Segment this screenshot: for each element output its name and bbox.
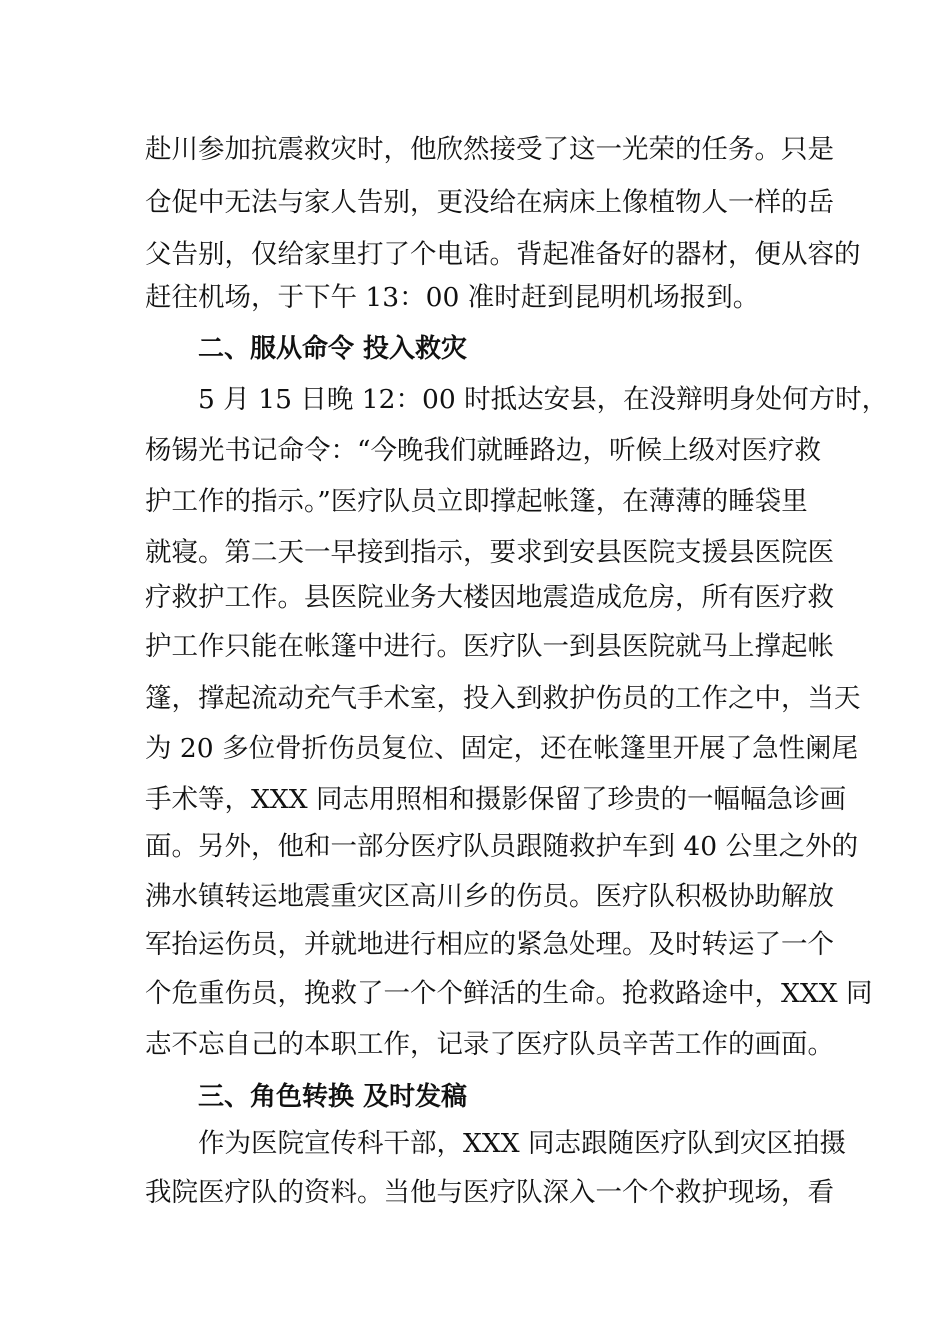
paragraph-line: 为 20 多位骨折伤员复位、固定，还在帐篷里开展了急性阑尾 bbox=[145, 733, 859, 764]
paragraph-line: 作为医院宣传科干部，XXX 同志跟随医疗队到灾区拍摄 bbox=[198, 1128, 847, 1159]
paragraph-line: 面。另外，他和一部分医疗队员跟随救护车到 40 公里之外的 bbox=[145, 831, 859, 862]
paragraph-line: 护工作的指示。”医疗队员立即撑起帐篷，在薄薄的睡袋里 bbox=[145, 486, 808, 517]
paragraph-line: 护工作只能在帐篷中进行。医疗队一到县医院就马上撑起帐 bbox=[145, 631, 834, 662]
paragraph-line: 个危重伤员，挽救了一个个鲜活的生命。抢救路途中，XXX 同 bbox=[145, 978, 873, 1009]
paragraph-line: 5 月 15 日晚 12：00 时抵达安县，在没辩明身处何方时， bbox=[198, 384, 889, 415]
paragraph-line: 篷，撑起流动充气手术室，投入到救护伤员的工作之中，当天 bbox=[145, 683, 861, 714]
paragraph-line: 疗救护工作。县医院业务大楼因地震造成危房，所有医疗救 bbox=[145, 582, 834, 613]
paragraph-line: 杨锡光书记命令：“今晚我们就睡路边，听候上级对医疗救 bbox=[145, 435, 822, 466]
paragraph-line: 仓促中无法与家人告别，更没给在病床上像植物人一样的岳 bbox=[145, 187, 834, 218]
paragraph-line: 军抬运伤员，并就地进行相应的紧急处理。及时转运了一个 bbox=[145, 929, 834, 960]
paragraph-line: 我院医疗队的资料。当他与医疗队深入一个个救护现场，看 bbox=[145, 1177, 834, 1208]
paragraph-line: 志不忘自己的本职工作，记录了医疗队员辛苦工作的画面。 bbox=[145, 1029, 834, 1060]
paragraph-line: 父告别，仅给家里打了个电话。背起准备好的器材，便从容的 bbox=[145, 239, 861, 270]
paragraph-line: 赶往机场，于下午 13：00 准时赶到昆明机场报到。 bbox=[145, 282, 760, 313]
section-heading: 二、服从命令 投入救灾 bbox=[198, 334, 468, 364]
paragraph-line: 就寝。第二天一早接到指示，要求到安县医院支援县医院医 bbox=[145, 537, 834, 568]
paragraph-line: 沸水镇转运地震重灾区高川乡的伤员。医疗队积极协助解放 bbox=[145, 881, 834, 912]
paragraph-line: 手术等，XXX 同志用照相和摄影保留了珍贵的一幅幅急诊画 bbox=[145, 784, 847, 815]
paragraph-line: 赴川参加抗震救灾时，他欣然接受了这一光荣的任务。只是 bbox=[145, 134, 834, 165]
section-heading: 三、角色转换 及时发稿 bbox=[198, 1082, 468, 1112]
